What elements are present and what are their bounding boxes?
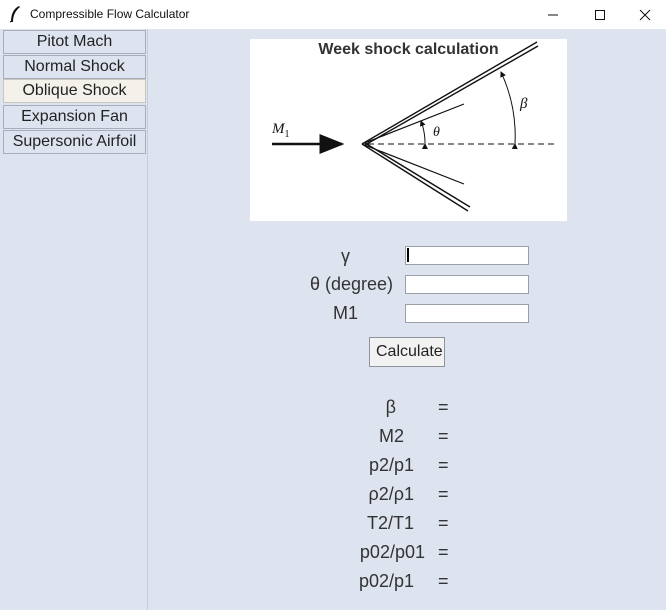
- sidebar-item-pitot-mach[interactable]: Pitot Mach: [3, 30, 146, 54]
- upper-wedge-line: [362, 104, 464, 144]
- mach-label: $M_1$: [272, 121, 290, 140]
- feather-icon: [8, 5, 22, 23]
- minimize-icon: [547, 9, 559, 21]
- sidebar-item-expansion-fan[interactable]: Expansion Fan: [3, 105, 146, 129]
- sidebar-item-normal-shock[interactable]: Normal Shock: [3, 55, 146, 79]
- theta-input[interactable]: [405, 275, 529, 294]
- result-equals: =: [438, 513, 449, 533]
- close-icon: [639, 9, 651, 21]
- result-label-t2-t1: T2/T1: [366, 513, 414, 533]
- result-label-rho2-rho1: ρ2/ρ1: [368, 484, 414, 504]
- calculate-button[interactable]: Calculate: [369, 337, 445, 367]
- result-label-p02-p01: p02/p01: [359, 542, 425, 562]
- sidebar-item-supersonic-airfoil[interactable]: Supersonic Airfoil: [3, 130, 146, 154]
- result-label-p02-p1: p02/p1: [358, 571, 414, 591]
- maximize-icon: [594, 9, 606, 21]
- beta-label: β: [520, 96, 528, 112]
- upper-shock-line: [362, 42, 537, 144]
- result-label-p2-p1: p2/p1: [368, 455, 414, 475]
- close-button[interactable]: [622, 0, 666, 29]
- maximize-button[interactable]: [577, 0, 623, 29]
- lower-wedge-line: [362, 144, 464, 184]
- theta-arc: [421, 121, 425, 144]
- gamma-label: γ: [341, 246, 350, 266]
- title-bar: [0, 0, 666, 29]
- sidebar: [0, 29, 148, 610]
- theta-degree-label: θ (degree): [309, 274, 393, 294]
- theta-label: θ: [433, 125, 440, 140]
- oblique-shock-diagram: [250, 39, 567, 221]
- mach1-input[interactable]: [405, 304, 529, 323]
- diagram-title: Week shock calculation: [318, 41, 499, 58]
- sidebar-item-oblique-shock[interactable]: Oblique Shock: [3, 79, 146, 103]
- lower-shock-line: [362, 144, 468, 211]
- result-equals: =: [438, 397, 449, 417]
- result-equals: =: [438, 571, 449, 591]
- gamma-input[interactable]: [405, 246, 529, 265]
- result-equals: =: [438, 542, 449, 562]
- result-label-m2: M2: [378, 426, 404, 446]
- mach1-label: M1: [332, 303, 358, 323]
- result-label-beta: β: [385, 397, 396, 417]
- text-caret: [407, 248, 409, 262]
- result-equals: =: [438, 455, 449, 475]
- result-equals: =: [438, 426, 449, 446]
- beta-arc: [501, 72, 515, 144]
- window-title: Compressible Flow Calculator: [30, 7, 190, 21]
- result-equals: =: [438, 484, 449, 504]
- shock-wedge-drawing: [250, 39, 567, 221]
- minimize-button[interactable]: [530, 0, 576, 29]
